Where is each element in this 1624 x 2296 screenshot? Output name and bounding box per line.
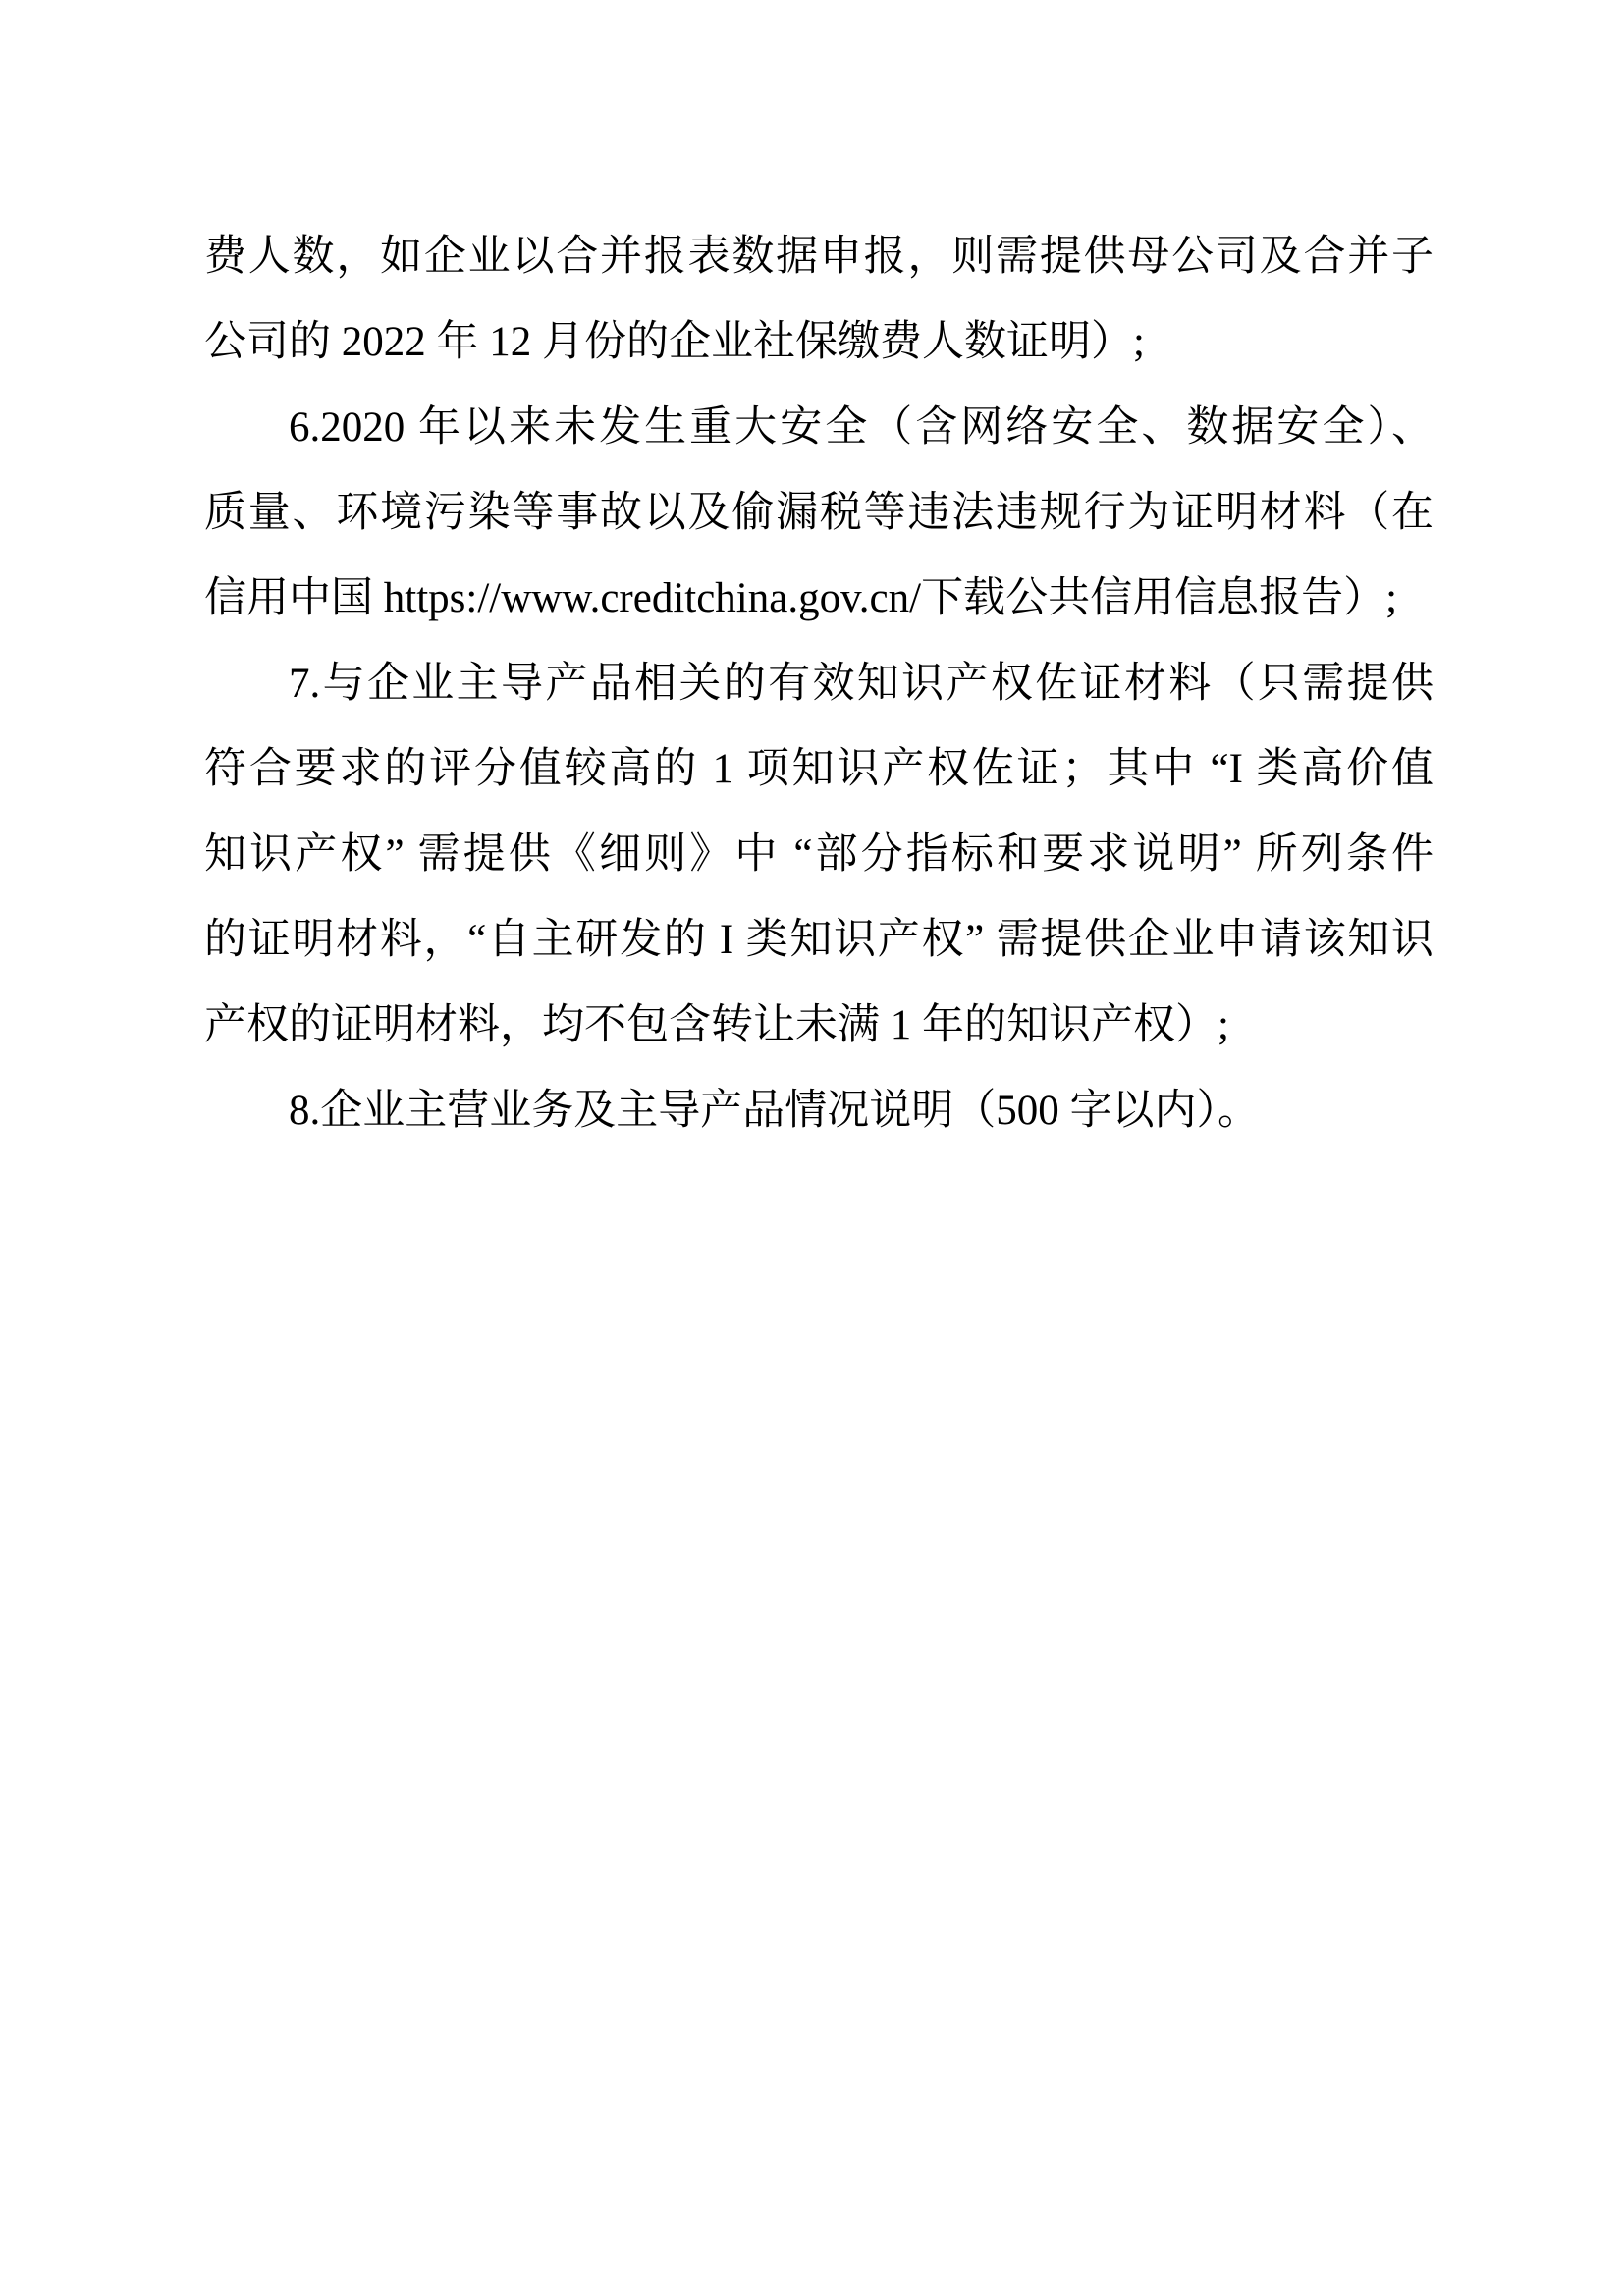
body-text-line: 信用中国 https://www.creditchina.gov.cn/下载公共信用信息报告）; [204,575,1398,621]
body-text-line: 符合要求的评分值较高的 1 项知识产权佐证；其中 “I 类高价值 [204,746,1434,792]
list-item-7-text: 7.与企业主导产品相关的有效知识产权佐证材料（只需提供 [289,661,1434,707]
body-text-line: 产权的证明材料，均不包含转让未满 1 年的知识产权）; [204,1002,1229,1048]
list-item-6-text: 6.2020 年以来未发生重大安全（含网络安全、数据安全）、 [289,404,1434,451]
list-item-8-text: 8.企业主营业务及主导产品情况说明（500 字以内）。 [289,1088,1260,1134]
body-text-line: 知识产权” 需提供《细则》中 “部分指标和要求说明” 所列条件 [204,831,1434,878]
body-text-line: 费人数，如企业以合并报表数据申报，则需提供母公司及合并子 [204,234,1434,280]
body-text-line: 质量、环境污染等事故以及偷漏税等违法违规行为证明材料（在 [204,490,1434,536]
body-text-line: 的证明材料，“自主研发的 I 类知识产权” 需提供企业申请该知识 [204,917,1434,963]
body-text-line: 公司的 2022 年 12 月份的企业社保缴费人数证明）; [204,319,1145,365]
